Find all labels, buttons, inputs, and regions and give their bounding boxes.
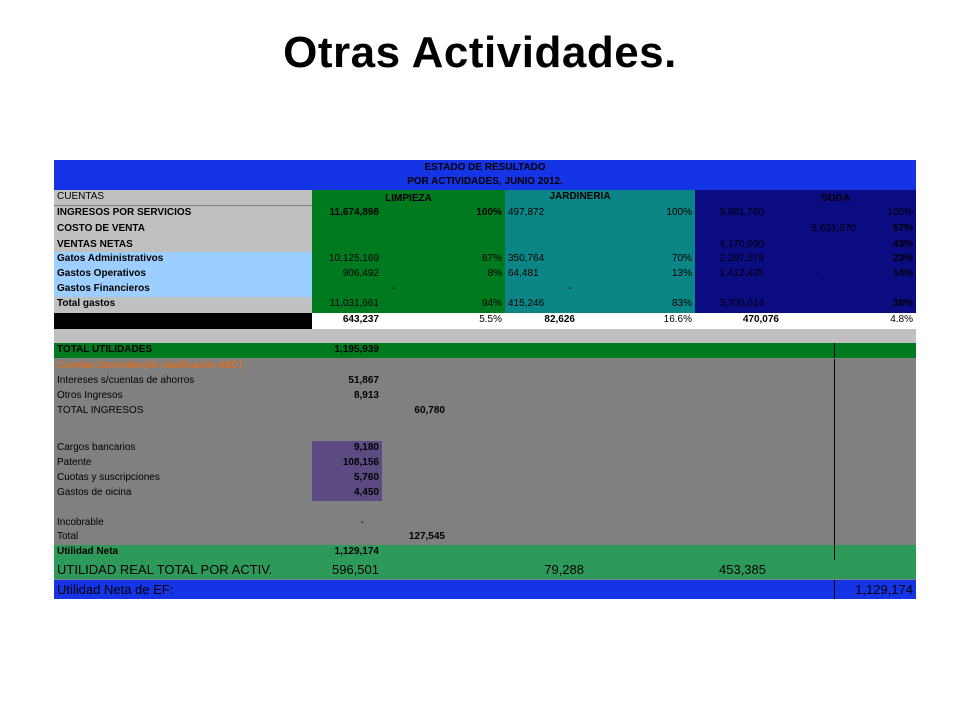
row-label-ventas-netas: VENTAS NETAS [54,238,312,252]
cuotas-value: 5,760 [312,471,382,486]
utilidad-bruta-jardineria-pct: 16.6% [595,313,695,329]
gastos-admin-jardineria: 350,764 [508,253,545,264]
utilidad-real-soda: 453,385 [719,562,766,577]
statement-subtitle: POR ACTIVIDADES, JUNIO 2012. [407,176,563,187]
total-gastos-limpieza: 11,031,661 [329,298,379,309]
gastos-admin-jardineria-pct: 70% [671,253,692,264]
row-label-costo-venta: COSTO DE VENTA [54,222,312,238]
col-header-cuentas: CUENTAS [54,190,312,205]
income-statement-sheet [54,160,916,599]
gray-section-divider [834,359,835,545]
otros-ingresos-value: 8,913 [353,390,379,401]
gastos-oper-jardineria-pct: 13% [671,268,692,279]
gastos-admin-limpieza-pct: 87% [481,253,502,264]
total-gastos-soda-pct: 38% [892,298,913,309]
ingresos-jardineria: 497,872 [508,207,545,218]
costo-venta-soda: 5,631,670 [811,223,856,234]
row-label-utilidad-neta: Utilidad Neta [54,545,834,560]
statement-header [54,160,916,190]
row-label-cuentas-generales: Cuentas Generales(sin clasificación ABC) [57,360,243,371]
utilidad-bruta-limpieza-pct: 5.5% [382,313,505,329]
row-label-ingresos: INGRESOS POR SERVICIOS [54,206,312,222]
total-utilidades-side [834,343,916,358]
gastos-oper-soda-mid: - [815,268,819,279]
ingresos-soda-pct: 100% [887,207,913,218]
col-header-limpieza: LIMPIEZA [312,190,505,205]
statement-title: ESTADO DE RESULTADO [424,162,546,173]
patente-value: 108,156 [312,456,382,471]
row-label-total-gastos: Total gastos [54,297,312,313]
utilidad-real-jardineria: 79,288 [544,562,584,577]
total-gastos-jardineria-pct: 83% [671,298,692,309]
row-label-incobrable: Incobrable [57,517,104,528]
gastos-admin-limpieza: 10,125,169 [328,253,379,264]
row-label-total: Total [57,531,79,542]
gastos-oper-soda-pct: 14% [892,268,913,279]
gastos-admin-soda-pct: 23% [892,253,913,264]
total-gastos-soda: 3,700,014 [719,298,764,309]
ingresos-limpieza-pct: 100% [476,207,502,218]
row-label-gastos-fin: Gastos Financieros [54,282,312,297]
gastos-oper-limpieza-pct: 8% [487,268,502,279]
ingresos-limpieza: 11,674,898 [329,207,379,218]
row-label-gastos-oper: Gastos Operativos [54,267,312,282]
row-label-utilidad-neta-ef: Utilidad Neta de EF: [54,580,834,599]
intereses-value: 51,867 [348,375,379,386]
spacer-row [54,329,916,343]
row-label-total-ingresos: TOTAL INGRESOS [57,405,144,416]
total-gastos-limpieza-pct: 94% [481,298,502,309]
utilidad-bruta-soda: 470,076 [695,313,782,329]
utilidad-bruta-limpieza: 643,237 [312,313,382,329]
ventas-netas-soda: 4,170,090 [719,239,764,250]
gastos-fin-jardineria: - [568,283,572,294]
row-label-utilidad-bruta: Utilidad Bruta [54,313,312,329]
total-gastos-jardineria: 415,246 [508,298,545,309]
ingresos-jardineria-pct: 100% [666,207,692,218]
row-label-otros-ingresos: Otros Ingresos [57,390,123,401]
cargos-bancarios-value: 9,180 [312,441,382,456]
ingresos-soda: 9,801,760 [719,207,764,218]
row-label-cargos-bancarios: Cargos bancarios [57,442,136,453]
page-title: Otras Actividades. [283,28,677,77]
utilidad-neta-value: 1,129,174 [334,546,379,557]
incobrable-value: - [360,517,364,528]
ventas-netas-soda-pct: 43% [892,239,913,250]
total-value: 127,545 [408,531,445,542]
row-label-gastos-oficina: Gastos de oicina [57,487,132,498]
utilidad-bruta-soda-pct: 4.8% [782,313,916,329]
gastos-admin-soda: 2,287,579 [719,253,764,264]
gastos-oper-jardineria: 64,481 [508,268,539,279]
utilidad-neta-side [834,545,916,560]
gastos-oficina-value: 4,450 [312,486,382,501]
gastos-oper-limpieza: 906,492 [342,268,379,279]
row-label-patente: Patente [57,457,92,468]
costo-venta-soda-pct: 57% [892,223,913,234]
row-label-utilidad-real: UTILIDAD REAL TOTAL POR ACTIV. [54,560,916,579]
col-header-jardineria: JARDINERIA [505,190,695,205]
total-utilidades-value: 1,195,939 [334,344,379,355]
row-label-gastos-admin: Gatos Administrativos [54,252,312,267]
col-header-soda: SODA [695,190,916,205]
row-label-total-utilidades: TOTAL UTILIDADES [54,343,834,358]
total-ingresos-value: 60,780 [414,405,445,416]
utilidad-neta-ef-value: 1,129,174 [834,580,916,599]
row-label-intereses: Intereses s/cuentas de ahorros [57,375,195,386]
gastos-oper-soda: 1,412,435 [719,268,764,279]
utilidad-real-limpieza: 596,501 [332,562,379,577]
utilidad-bruta-jardineria: 82,626 [505,313,595,329]
gastos-fin-limpieza: - [391,283,396,294]
row-label-cuotas: Cuotas y suscripciones [57,472,160,483]
